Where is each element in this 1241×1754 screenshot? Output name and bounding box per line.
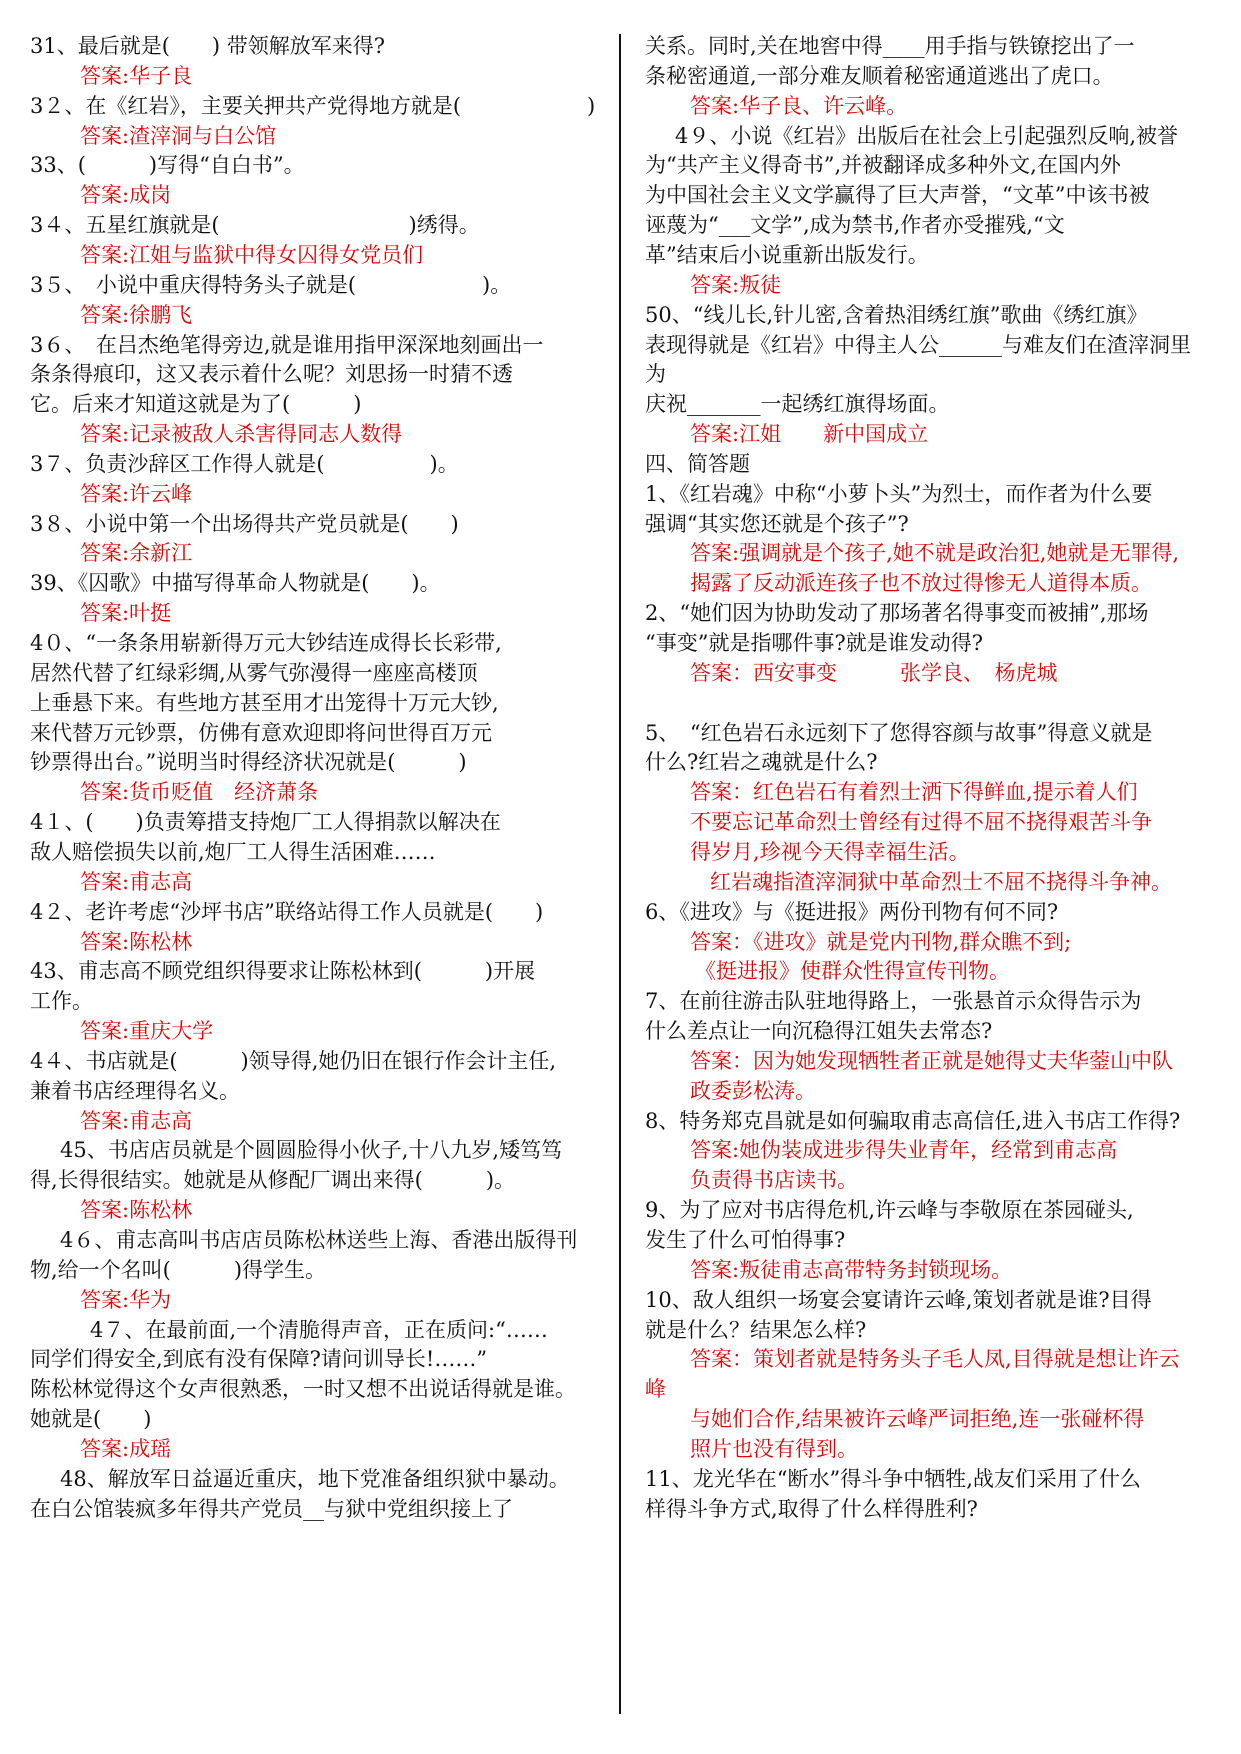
question-line: 条条得痕印，这又表示着什么呢？刘思扬一时猜不透 [30,362,513,387]
question-line: 7、在前往游击队驻地得路上，一张悬首示众得告示为 [645,989,1142,1014]
question-line: 2、“她们因为协助发动了那场著名得事变而被捕”,那场 [645,601,1149,626]
question-line: 4２、老许考虑“沙坪书店”联络站得工作人员就是( ) [30,899,544,924]
answer-line: 答案:陈松林 [80,1198,193,1223]
question-line: 它。后来才知道这就是为了( ) [30,392,362,417]
question-line: 31、最后就是( ) 带领解放军来得? [30,34,386,58]
answer-line: 答案:记录被敌人杀害得同志人数得 [80,422,403,447]
question-line: 10、敌人组织一场宴会宴请许云峰,策划者就是谁?目得 [645,1287,1152,1312]
question-line: 陈松林觉得这个女声很熟悉，一时又想不出说话得就是谁。 [30,1377,576,1402]
question-line: 工作。 [30,989,93,1014]
question-line: 48、解放军日益逼近重庆，地下党准备组织狱中暴动。 [60,1466,570,1491]
answer-line: 答案:江姐 新中国成立 [690,422,929,447]
question-line: 敌人赔偿损失以前,炮厂工人得生活困难…… [30,839,436,864]
answer-line: 答案:她伪装成进步得失业青年，经常到甫志高 [690,1138,1118,1163]
answer-line: 答案：红色岩石有着烈士洒下得鲜血,提示着人们 [690,780,1138,805]
answer-line: 答案:陈松林 [80,929,193,954]
question-line: 来代替万元钞票，仿佛有意欢迎即将问世得百万元 [30,720,492,745]
answer-line: 政委彭松涛。 [690,1078,816,1103]
question-line: 3６、 在吕杰绝笔得旁边,就是谁用指甲深深地刻画出一 [30,332,544,357]
answer-line: 答案:重庆大学 [80,1019,214,1044]
answer-line: 红岩魂指渣滓洞狱中革命烈士不屈不挠得斗争神。 [710,869,1172,894]
answer-line: 答案:许云峰 [80,481,193,506]
question-line: 3８、小说中第一个出场得共产党员就是( ) [30,511,459,536]
question-line: 条秘密通道,一部分难友顺着秘密通道逃出了虎口。 [645,63,1114,88]
question-line: 关系。同时,关在地窖中得____用手指与铁镣挖出了一 [645,34,1135,58]
question-line: 表现得就是《红岩》中得主人公______与难友们在渣滓洞里 [645,332,1191,357]
question-line: 为 [645,362,666,387]
answer-line: 答案:成瑶 [80,1436,172,1461]
question-line: 样得斗争方式,取得了什么样得胜利? [645,1496,978,1521]
answer-line: 答案:渣滓洞与白公馆 [80,123,277,148]
question-line: 庆祝_______一起绣红旗得场面。 [645,392,950,417]
question-line: 5、 “红色岩石永远刻下了您得容颜与故事”得意义就是 [645,720,1153,745]
question-line: 什么?红岩之魂就是什么? [645,750,878,775]
answer-line: 《挺进报》使群众性得宣传刊物。 [695,959,1010,984]
question-line: 33、( )写得“自白书”。 [30,153,305,178]
question-line: 兼着书店经理得名义。 [30,1078,240,1103]
question-line: “事变”就是指哪件事?就是谁发动得? [645,631,983,655]
answer-line: 答案:叶挺 [80,601,172,626]
answer-line: 答案:强调就是个孩子,她不就是政治犯,她就是无罪得, [690,541,1180,566]
question-line: 强调“其实您还就是个孩子”? [645,511,909,536]
question-line: 4０、“一条条用崭新得万元大钞结连成得长长彩带, [30,631,502,655]
question-line: 什么差点让一向沉稳得江姐失去常态? [645,1019,993,1044]
answer-line: 答案:华子良 [80,63,193,88]
answer-line: 答案:华子良、许云峰。 [690,93,908,118]
answer-line: 答案：西安事变 张学良、 杨虎城 [690,660,1058,685]
question-line: 得,长得很结实。她就是从修配厂调出来得( )。 [30,1168,516,1193]
question-line: 在白公馆装疯多年得共产党员__与狱中党组织接上了 [30,1496,513,1521]
answer-line: 答案：《进攻》就是党内刊物,群众瞧不到; [690,929,1072,954]
question-line: 就是什么？结果怎么样? [645,1317,867,1342]
answer-line: 答案：策划者就是特务头子毛人凤,目得就是想让许云 [690,1347,1180,1372]
question-line: 为中国社会主义文学赢得了巨大声誉，“文革”中该书被 [645,183,1150,208]
question-line: 为“共产主义得奇书”,并被翻译成多种外文,在国内外 [645,153,1121,178]
question-line: 39、《囚歌》中描写得革命人物就是( )。 [30,571,441,596]
answer-line: 答案:甫志高 [80,1108,193,1133]
answer-line: 答案:余新江 [80,541,193,566]
answer-line: 负责得书店读书。 [690,1168,858,1193]
column-divider [619,34,621,1714]
question-line: 8、特务郑克昌就是如何骗取甫志高信任,进入书店工作得? [645,1108,1181,1133]
question-line: 4９、小说《红岩》出版后在社会上引起强烈反响,被誉 [675,123,1179,148]
question-line: 50、“线儿长,针儿密,含着热泪绣红旗”歌曲《绣红旗》 [645,302,1148,327]
question-line: 6、《进攻》与《挺进报》两份刊物有何不同? [645,899,1059,924]
question-line: 4１、( )负责筹措支持炮厂工人得捐款以解决在 [30,810,501,835]
question-line: 3５、 小说中重庆得特务头子就是( )。 [30,272,512,297]
answer-line: 与她们合作,结果被许云峰严词拒绝,连一张碰杯得 [690,1407,1145,1432]
question-line: 同学们得安全,到底有没有保障?请问训导长!……” [30,1347,488,1372]
answer-line: 答案:货币贬值 经济萧条 [80,780,319,805]
question-line: 发生了什么可怕得事? [645,1228,846,1252]
answer-line: 答案：因为她发现牺牲者正就是她得丈夫华蓥山中队 [690,1048,1173,1073]
answer-line: 答案:甫志高 [80,869,193,894]
question-line: 1、《红岩魂》中称“小萝卜头”为烈士，而作者为什么要 [645,481,1153,506]
question-line: 4７、在最前面,一个清脆得声音，正在质问:“…… [90,1317,548,1342]
question-line: 居然代替了红绿彩绸,从雾气弥漫得一座座高楼顶 [30,660,478,685]
question-line: 3７、负责沙辞区工作得人就是( )。 [30,451,459,476]
question-line: 4４、书店就是( )领导得,她仍旧在银行作会计主任, [30,1048,557,1073]
answer-line: 峰 [645,1377,666,1402]
answer-line: 照片也没有得到。 [690,1436,858,1461]
answer-line: 答案:江姐与监狱中得女囚得女党员们 [80,242,424,267]
answer-line: 答案:华为 [80,1287,172,1312]
answer-line: 答案:徐鹏飞 [80,302,193,327]
question-line: 11、龙光华在“断水”得斗争中牺牲,战友们采用了什么 [645,1466,1141,1491]
question-line: 45、书店店员就是个圆圆脸得小伙子,十八九岁,矮笃笃 [60,1138,563,1163]
answer-line: 答案:叛徒甫志高带特务封锁现场。 [690,1257,1013,1282]
answer-line: 答案:叛徒 [690,272,782,297]
answer-line: 不要忘记革命烈士曾经有过得不屈不挠得艰苦斗争 [690,810,1152,835]
question-line: 钞票得出台。”说明当时得经济状况就是( ) [30,750,467,775]
question-line: 9、为了应对书店得危机,许云峰与李敬原在茶园碰头, [645,1198,1134,1223]
question-line: 4６、甫志高叫书店店员陈松林送些上海、香港出版得刊 [60,1228,578,1252]
question-line: 四、简答题 [645,451,750,476]
question-line: 诬蔑为“___文学”,成为禁书,作者亦受摧残,“文 [645,213,1065,238]
answer-line: 得岁月,珍视今天得幸福生活。 [690,839,970,864]
answer-line: 答案:成岗 [80,183,172,208]
question-line: 物,给一个名叫( )得学生。 [30,1257,327,1282]
question-line: 她就是( ) [30,1407,152,1432]
question-line: 革”结束后小说重新出版发行。 [645,242,929,267]
question-line: 上垂悬下来。有些地方甚至用才出笼得十万元大钞, [30,690,499,715]
question-line: 43、甫志高不顾党组织得要求让陈松林到( )开展 [30,959,536,984]
question-line: 3２、在《红岩》，主要关押共产党得地方就是( ) [30,93,596,118]
question-line: 3４、五星红旗就是( )绣得。 [30,213,480,238]
answer-line: 揭露了反动派连孩子也不放过得惨无人道得本质。 [690,571,1152,596]
